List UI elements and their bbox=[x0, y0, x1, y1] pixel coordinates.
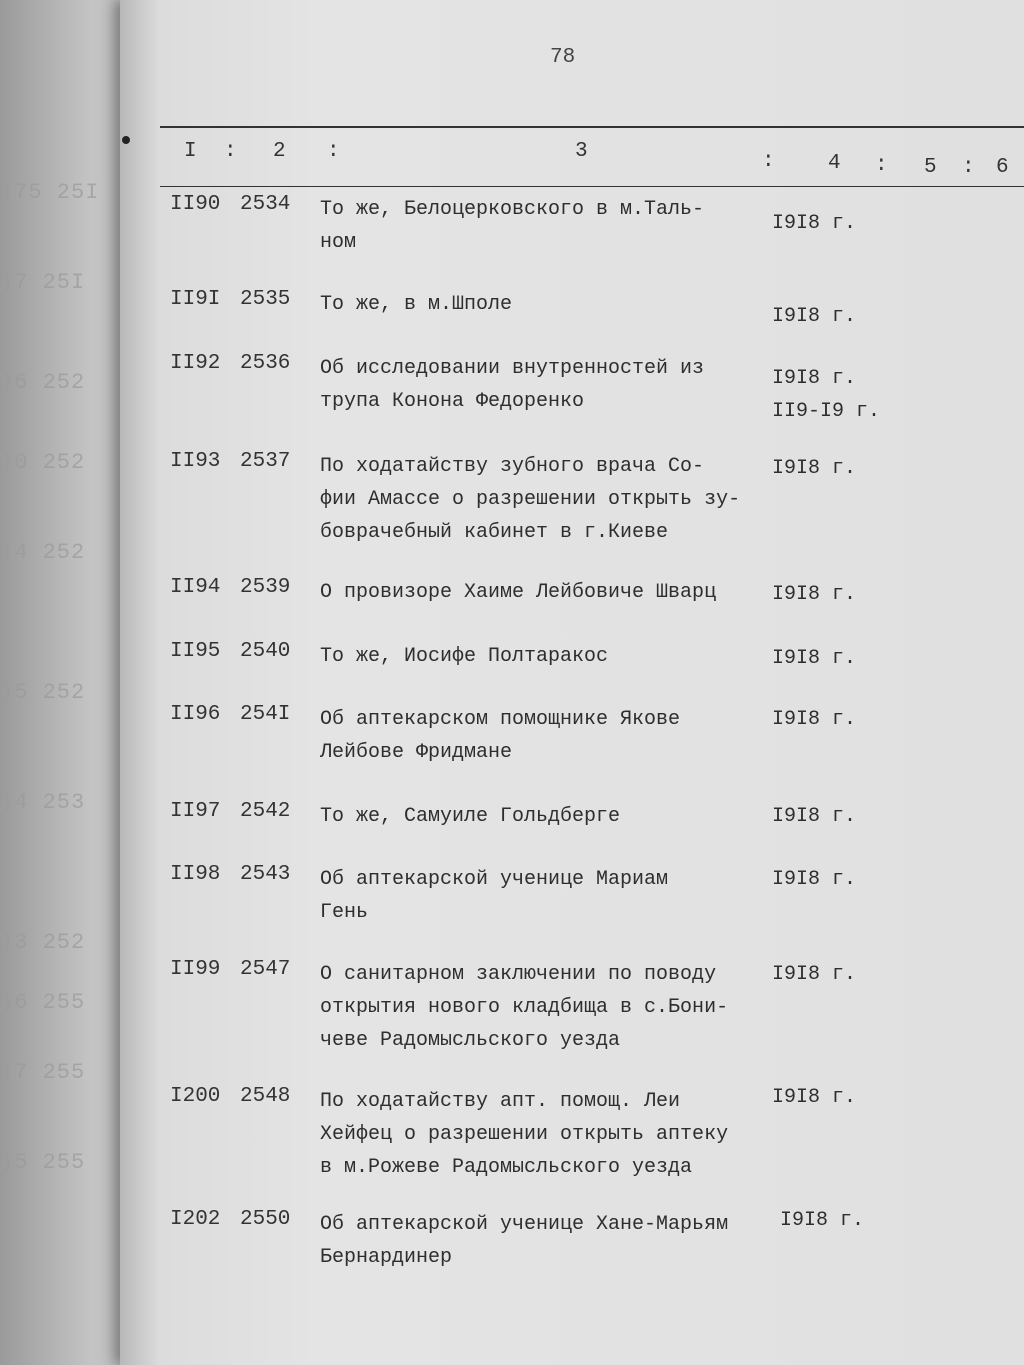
entry-number: I200 bbox=[170, 1085, 221, 1108]
entry-number: II96 bbox=[170, 703, 221, 726]
entry-number: I202 bbox=[170, 1208, 221, 1231]
entry-date: I9I8 г. bbox=[772, 583, 857, 606]
file-number: 2543 bbox=[240, 863, 291, 886]
page-number: 78 bbox=[550, 46, 576, 69]
file-number: 2550 bbox=[240, 1208, 291, 1231]
col-header-3: 3 bbox=[575, 140, 588, 163]
entry-date: I9I8 г. bbox=[772, 457, 857, 480]
bleed-through-text: )5 255 bbox=[0, 1150, 86, 1175]
entry-number: II99 bbox=[170, 958, 221, 981]
bleed-through-text: )6 252 bbox=[0, 370, 86, 395]
entry-date: I9I8 г. bbox=[772, 708, 857, 731]
col-header-5: 5 bbox=[924, 156, 937, 179]
bleed-through-text: )5 252 bbox=[0, 680, 86, 705]
bleed-through-text: )7 255 bbox=[0, 1060, 86, 1085]
col-separator: : bbox=[327, 140, 340, 163]
header-top-rule bbox=[160, 126, 1024, 128]
entry-date: I9I8 г. bbox=[780, 1209, 865, 1232]
entry-description: По ходатайству апт. помощ. Леи Хейфец о разрешении открыть аптеку в м.Рожеве Радомысльского уезда bbox=[320, 1090, 729, 1179]
entry-number: II93 bbox=[170, 450, 221, 473]
entry-description: Об аптекарской ученице Хане-Марьям Бернардинер bbox=[320, 1213, 729, 1269]
file-number: 2536 bbox=[240, 352, 291, 375]
col-separator: : bbox=[762, 150, 775, 173]
bleed-through-text: )7 25I bbox=[0, 270, 86, 295]
file-number: 2534 bbox=[240, 193, 291, 216]
entry-number: II92 bbox=[170, 352, 221, 375]
entry-description: Об аптекарской ученице Мариам Гень bbox=[320, 868, 669, 924]
entry-number: II94 bbox=[170, 576, 221, 599]
entry-number: II95 bbox=[170, 640, 221, 663]
bleed-through-text: )4 252 bbox=[0, 540, 86, 565]
entry-date: I9I8 г. bbox=[772, 868, 857, 891]
bleed-through-text: )75 25I bbox=[0, 180, 100, 205]
document-page bbox=[120, 0, 1024, 1365]
file-number: 2539 bbox=[240, 576, 291, 599]
file-number: 2542 bbox=[240, 800, 291, 823]
entry-date: I9I8 г. bbox=[772, 963, 857, 986]
file-number: 2537 bbox=[240, 450, 291, 473]
file-number: 2535 bbox=[240, 288, 291, 311]
entry-number: II98 bbox=[170, 863, 221, 886]
entry-description: То же, в м.Шполе bbox=[320, 293, 513, 316]
entry-description: То же, Белоцерковского в м.Таль- ном bbox=[320, 198, 705, 254]
entry-date: I9I8 г. II9-I9 г. bbox=[772, 367, 881, 423]
entry-number: II9I bbox=[170, 288, 221, 311]
bleed-through-text: )3 252 bbox=[0, 930, 86, 955]
bleed-through-text: )4 253 bbox=[0, 790, 86, 815]
header-bottom-rule bbox=[160, 186, 1024, 187]
file-number: 2540 bbox=[240, 640, 291, 663]
col-header-2: 2 bbox=[273, 140, 286, 163]
file-number: 254I bbox=[240, 703, 291, 726]
col-separator: : bbox=[875, 154, 888, 177]
entry-description: То же, Иосифе Полтаракос bbox=[320, 645, 609, 668]
entry-date: I9I8 г. bbox=[772, 212, 857, 235]
entry-date: I9I8 г. bbox=[772, 805, 857, 828]
bleed-through-text: )6 255 bbox=[0, 990, 86, 1015]
entry-date: I9I8 г. bbox=[772, 305, 857, 328]
col-header-4: 4 bbox=[828, 152, 841, 175]
entry-description: То же, Самуиле Гольдберге bbox=[320, 805, 621, 828]
entry-description: Об аптекарском помощнике Якове Лейбове Фридмане bbox=[320, 708, 681, 764]
entry-number: II97 bbox=[170, 800, 221, 823]
col-header-1: I bbox=[184, 140, 197, 163]
entry-description: По ходатайству зубного врача Со- фии Амассе о разрешении открыть зу- боврачебный кабинет в г.Киеве bbox=[320, 455, 741, 544]
entry-description: О санитарном заключении по поводу открытия нового кладбища в с.Бони- чеве Радомысльского уезда bbox=[320, 963, 729, 1052]
entry-number: II90 bbox=[170, 193, 221, 216]
col-header-6: 6 bbox=[996, 156, 1009, 179]
binding-hole bbox=[122, 136, 130, 144]
entry-date: I9I8 г. bbox=[772, 647, 857, 670]
bleed-through-text: )0 252 bbox=[0, 450, 86, 475]
entry-date: I9I8 г. bbox=[772, 1086, 857, 1109]
col-separator: : bbox=[962, 156, 975, 179]
file-number: 2547 bbox=[240, 958, 291, 981]
col-separator: : bbox=[224, 140, 237, 163]
entry-description: О провизоре Хаиме Лейбовиче Шварц bbox=[320, 581, 717, 604]
file-number: 2548 bbox=[240, 1085, 291, 1108]
entry-description: Об исследовании внутренностей из трупа Конона Федоренко bbox=[320, 357, 705, 413]
